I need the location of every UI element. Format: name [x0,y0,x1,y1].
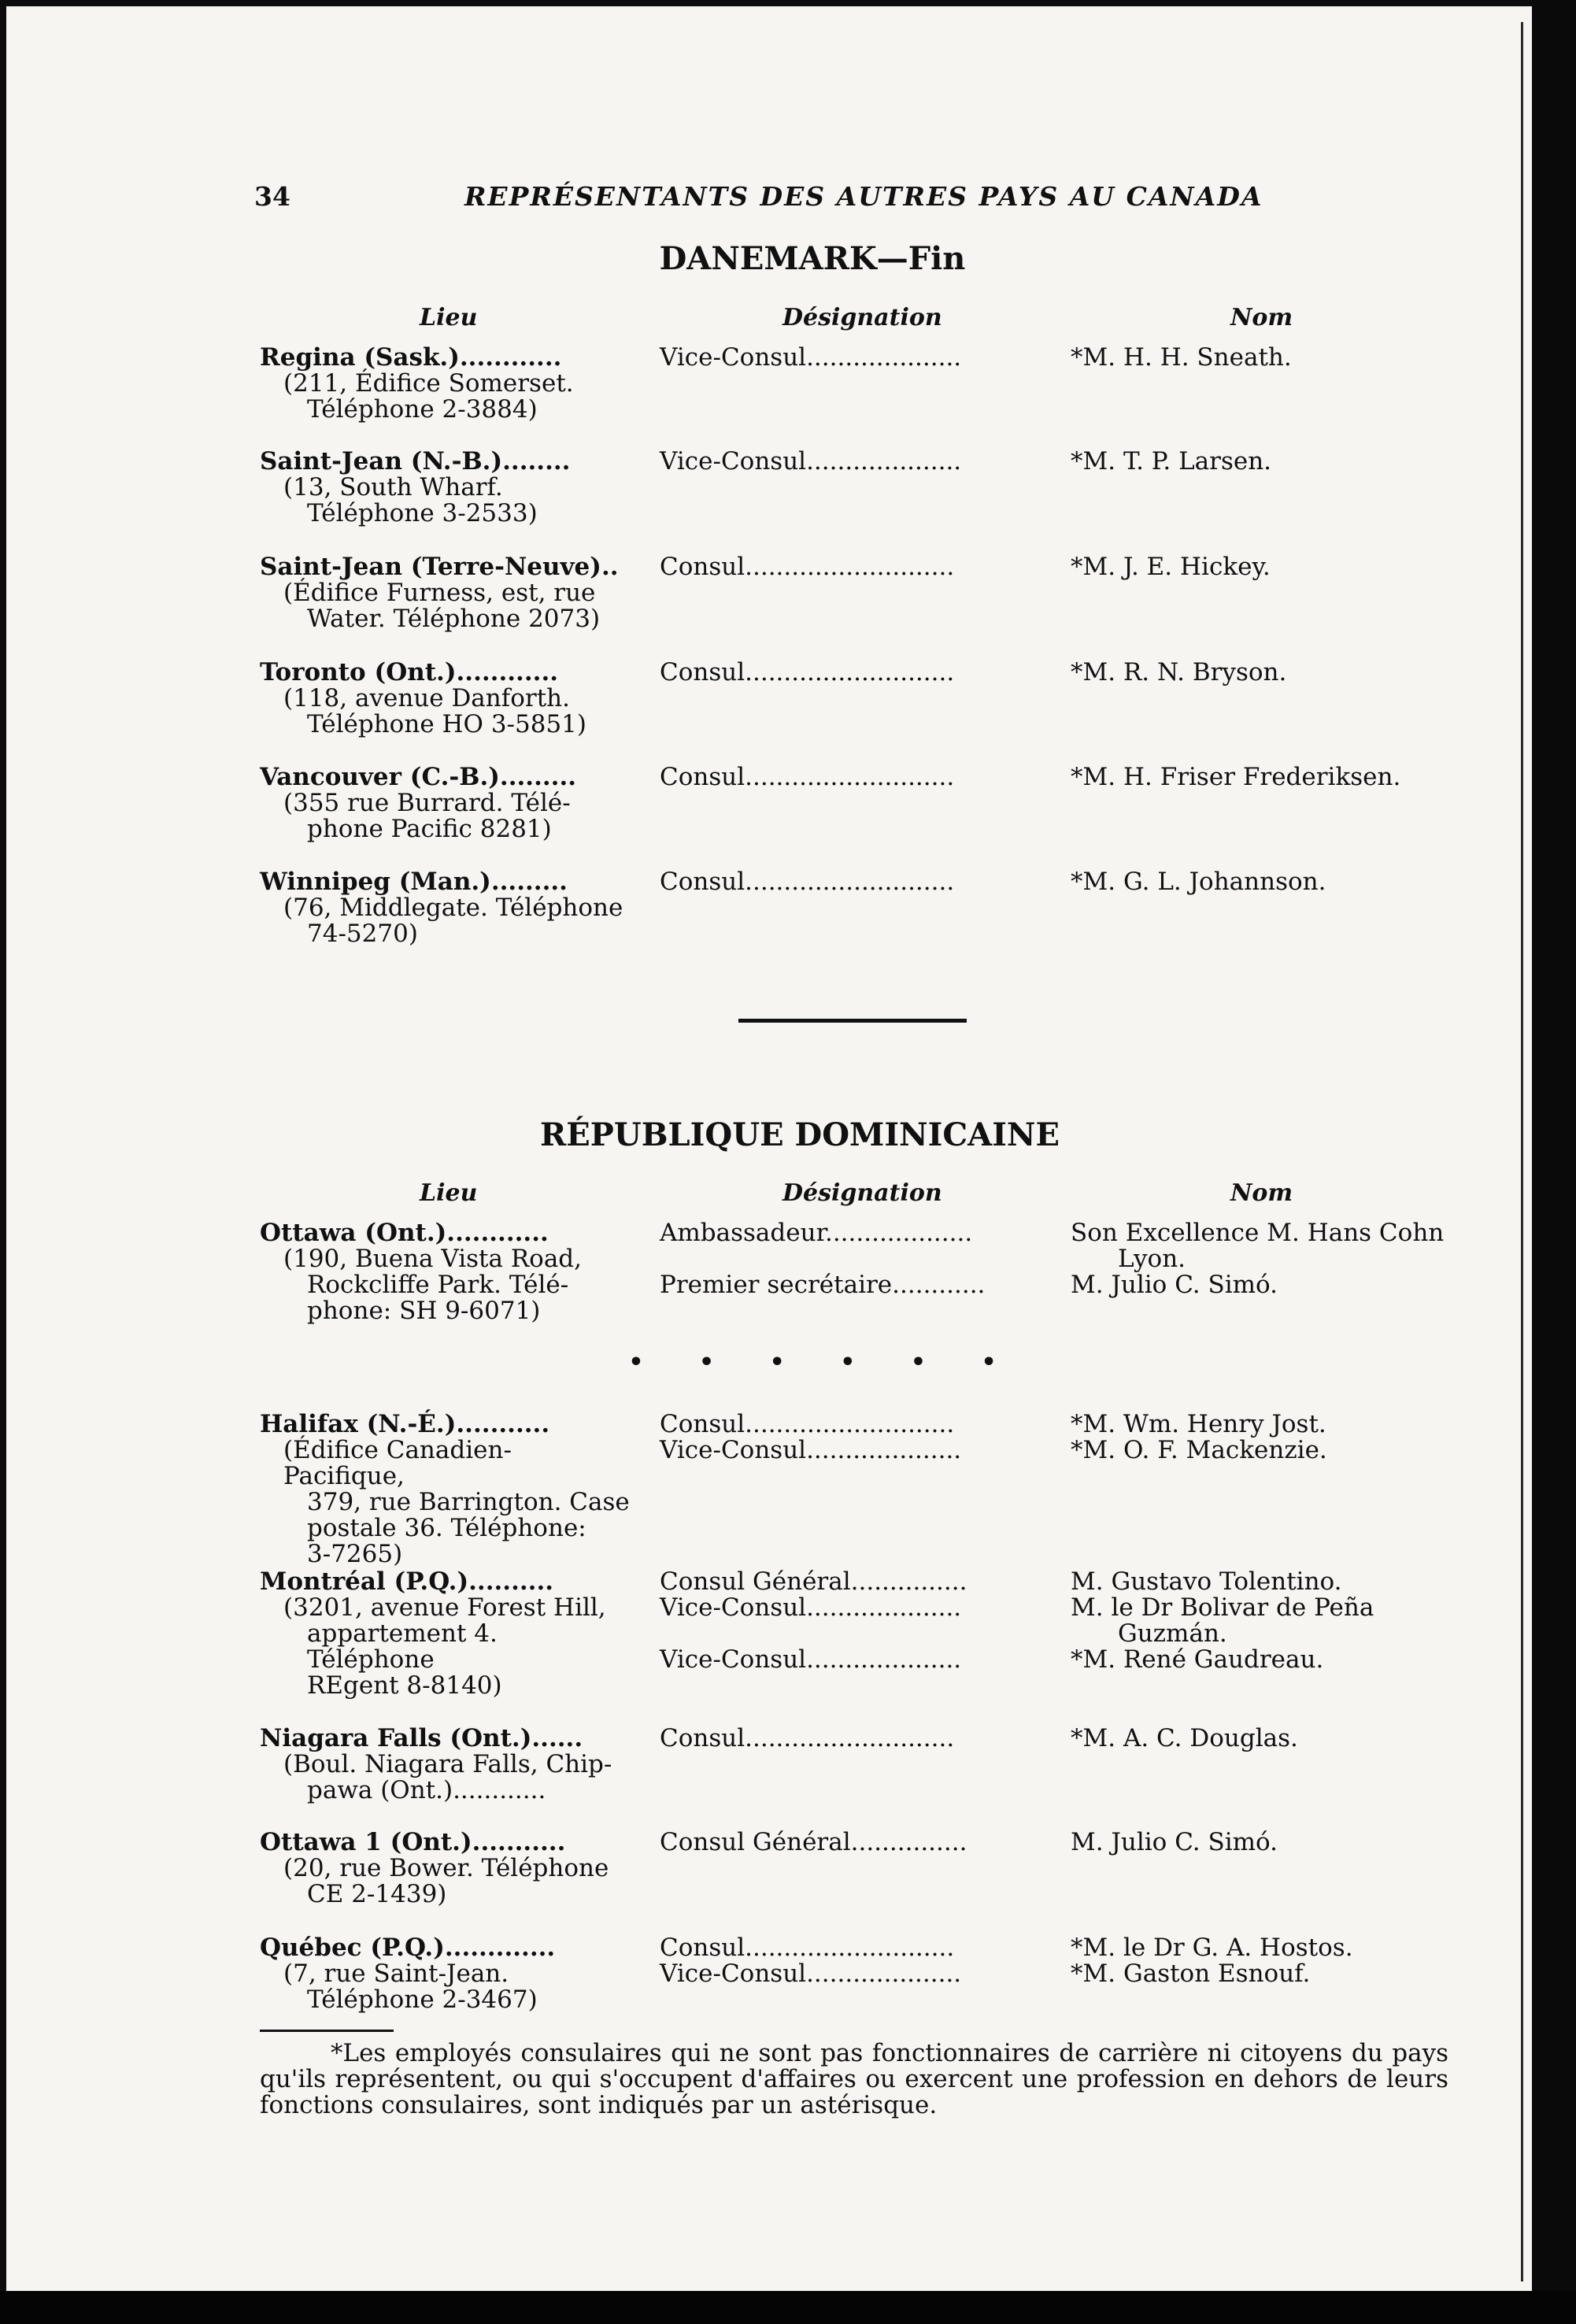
designation-column: Vice-Consul.................... [660,447,962,476]
place-column [260,764,631,842]
scan-border-bottom [0,2291,1576,2324]
designation-column: Consul........................... [660,763,955,791]
place-name: Winnipeg (Man.)......... [260,868,568,896]
name-column: M. Gustavo Tolentino. M. le Dr Bolivar de Peña Guzmán. *M. René Gaudreau. [1071,1567,1374,1674]
place-column [260,345,631,423]
column-designation: Désignation [782,1179,942,1207]
place-name: Halifax (N.-É.)........... [260,1410,550,1438]
address: (211, Édifice Somerset. Téléphone 2-3884) [283,369,574,424]
scan-border-right [1532,0,1576,2324]
designation-column: Consul........................... [660,868,955,896]
designation-column: Consul........................... Vice-Consul.................... [660,1410,962,1464]
designation-column: Consul........................... [660,658,955,686]
column-nom: Nom [1230,304,1293,331]
column-headers [6,304,1532,335]
address: (3201, avenue Forest Hill, appartement 4. Téléphone REgent 8-8140) [283,1593,606,1700]
scanned-page [6,6,1532,2291]
place-name: Toronto (Ont.)............ [260,658,559,686]
name-column: *M. H. H. Sneath. [1071,343,1292,372]
designation-column: Vice-Consul.................... [660,343,962,372]
name-column: *M. H. Friser Frederiksen. [1071,763,1401,791]
place-name: Saint-Jean (Terre-Neuve).. [260,553,619,581]
address: (13, South Wharf. Téléphone 3-2533) [283,473,538,527]
place-name: Montréal (P.Q.).......... [260,1567,554,1596]
name-column: M. Julio C. Simó. [1071,1828,1278,1856]
column-lieu: Lieu [420,1179,478,1207]
designation-column: Consul........................... [660,1724,955,1752]
place-column [260,1830,631,1908]
place-column [260,1412,631,1567]
column-nom: Nom [1230,1179,1293,1207]
name-column: *M. T. P. Larsen. [1071,447,1272,476]
footnote-rule [260,2030,394,2032]
name-column: *M. Wm. Henry Jost. *M. O. F. Mackenzie. [1071,1410,1327,1464]
designation-column: Consul........................... Vice-Consul.................... [660,1934,962,1988]
address: (20, rue Bower. Téléphone CE 2-1439) [283,1854,609,1908]
place-column [260,869,631,947]
country-heading-danemark: DANEMARK—Fin [659,240,966,277]
footnote: *Les employés consulaires qui ne sont pas fonctionnaires de carrière ni citoyens du pays qu'ils représentent, ou qui s'occupent d'affaires ou exercent une profession en dehors de leurs fonctions consulaires, sont indiqués par un astérisque. [260,2039,1448,2119]
place-column [260,1935,631,2013]
address: (Édifice Furness, est, rue Water. Téléphone 2073) [283,579,601,633]
address: (190, Buena Vista Road, Rockcliffe Park. Télé- phone: SH 9-6071) [283,1245,583,1325]
place-column [260,554,631,632]
designation-column: Consul Général............... [660,1828,967,1856]
place-name: Niagara Falls (Ont.)...... [260,1724,583,1752]
place-column [260,449,631,527]
country-heading-dominicaine: RÉPUBLIQUE DOMINICAINE [540,1116,1060,1153]
section-divider [738,1019,967,1023]
place-name: Regina (Sask.)............ [260,343,562,372]
name-column: *M. G. L. Johannson. [1071,868,1326,896]
running-title: REPRÉSENTANTS DES AUTRES PAYS AU CANADA [464,181,1263,212]
designation-column: Consul........................... [660,553,955,581]
address: (355 rue Burrard. Télé- phone Pacific 8281) [283,789,571,843]
column-headers [6,1179,1532,1211]
name-column: Son Excellence M. Hans Cohn Lyon. M. Julio C. Simó. [1071,1219,1445,1299]
designation-column: Consul Général............... Vice-Consul.................... Vice-Consul.................... [660,1567,967,1674]
place-name: Ottawa 1 (Ont.)........... [260,1828,566,1856]
place-column [260,1220,631,1324]
name-column: *M. le Dr G. A. Hostos. *M. Gaston Esnouf. [1071,1934,1353,1988]
running-header [6,181,1532,216]
place-name: Saint-Jean (N.-B.)........ [260,447,571,476]
name-column: *M. J. E. Hickey. [1071,553,1271,581]
name-column: *M. R. N. Bryson. [1071,658,1287,686]
address: (118, avenue Danforth. Téléphone HO 3-5851) [283,684,587,738]
designation-column: Ambassadeur................... Premier secrétaire............ [660,1219,986,1299]
place-name: Ottawa (Ont.)............ [260,1219,549,1247]
place-column [260,660,631,738]
address: (Édifice Canadien-Pacifique, 379, rue Barrington. Case postale 36. Téléphone: 3-7265) [283,1436,630,1568]
address: (Boul. Niagara Falls, Chip- pawa (Ont.)............ [283,1750,612,1804]
page-number: 34 [254,181,290,212]
name-column: *M. A. C. Douglas. [1071,1724,1298,1752]
address: (7, rue Saint-Jean. Téléphone 2-3467) [283,1959,538,2014]
place-name: Vancouver (C.-B.)......... [260,763,577,791]
place-name: Québec (P.Q.)............. [260,1934,556,1962]
place-column [260,1569,631,1699]
column-lieu: Lieu [420,304,478,331]
separator-dots: • • • • • • [628,1349,1020,1376]
place-column [260,1726,631,1804]
column-designation: Désignation [782,304,942,331]
address: (76, Middlegate. Téléphone 74-5270) [283,894,623,948]
